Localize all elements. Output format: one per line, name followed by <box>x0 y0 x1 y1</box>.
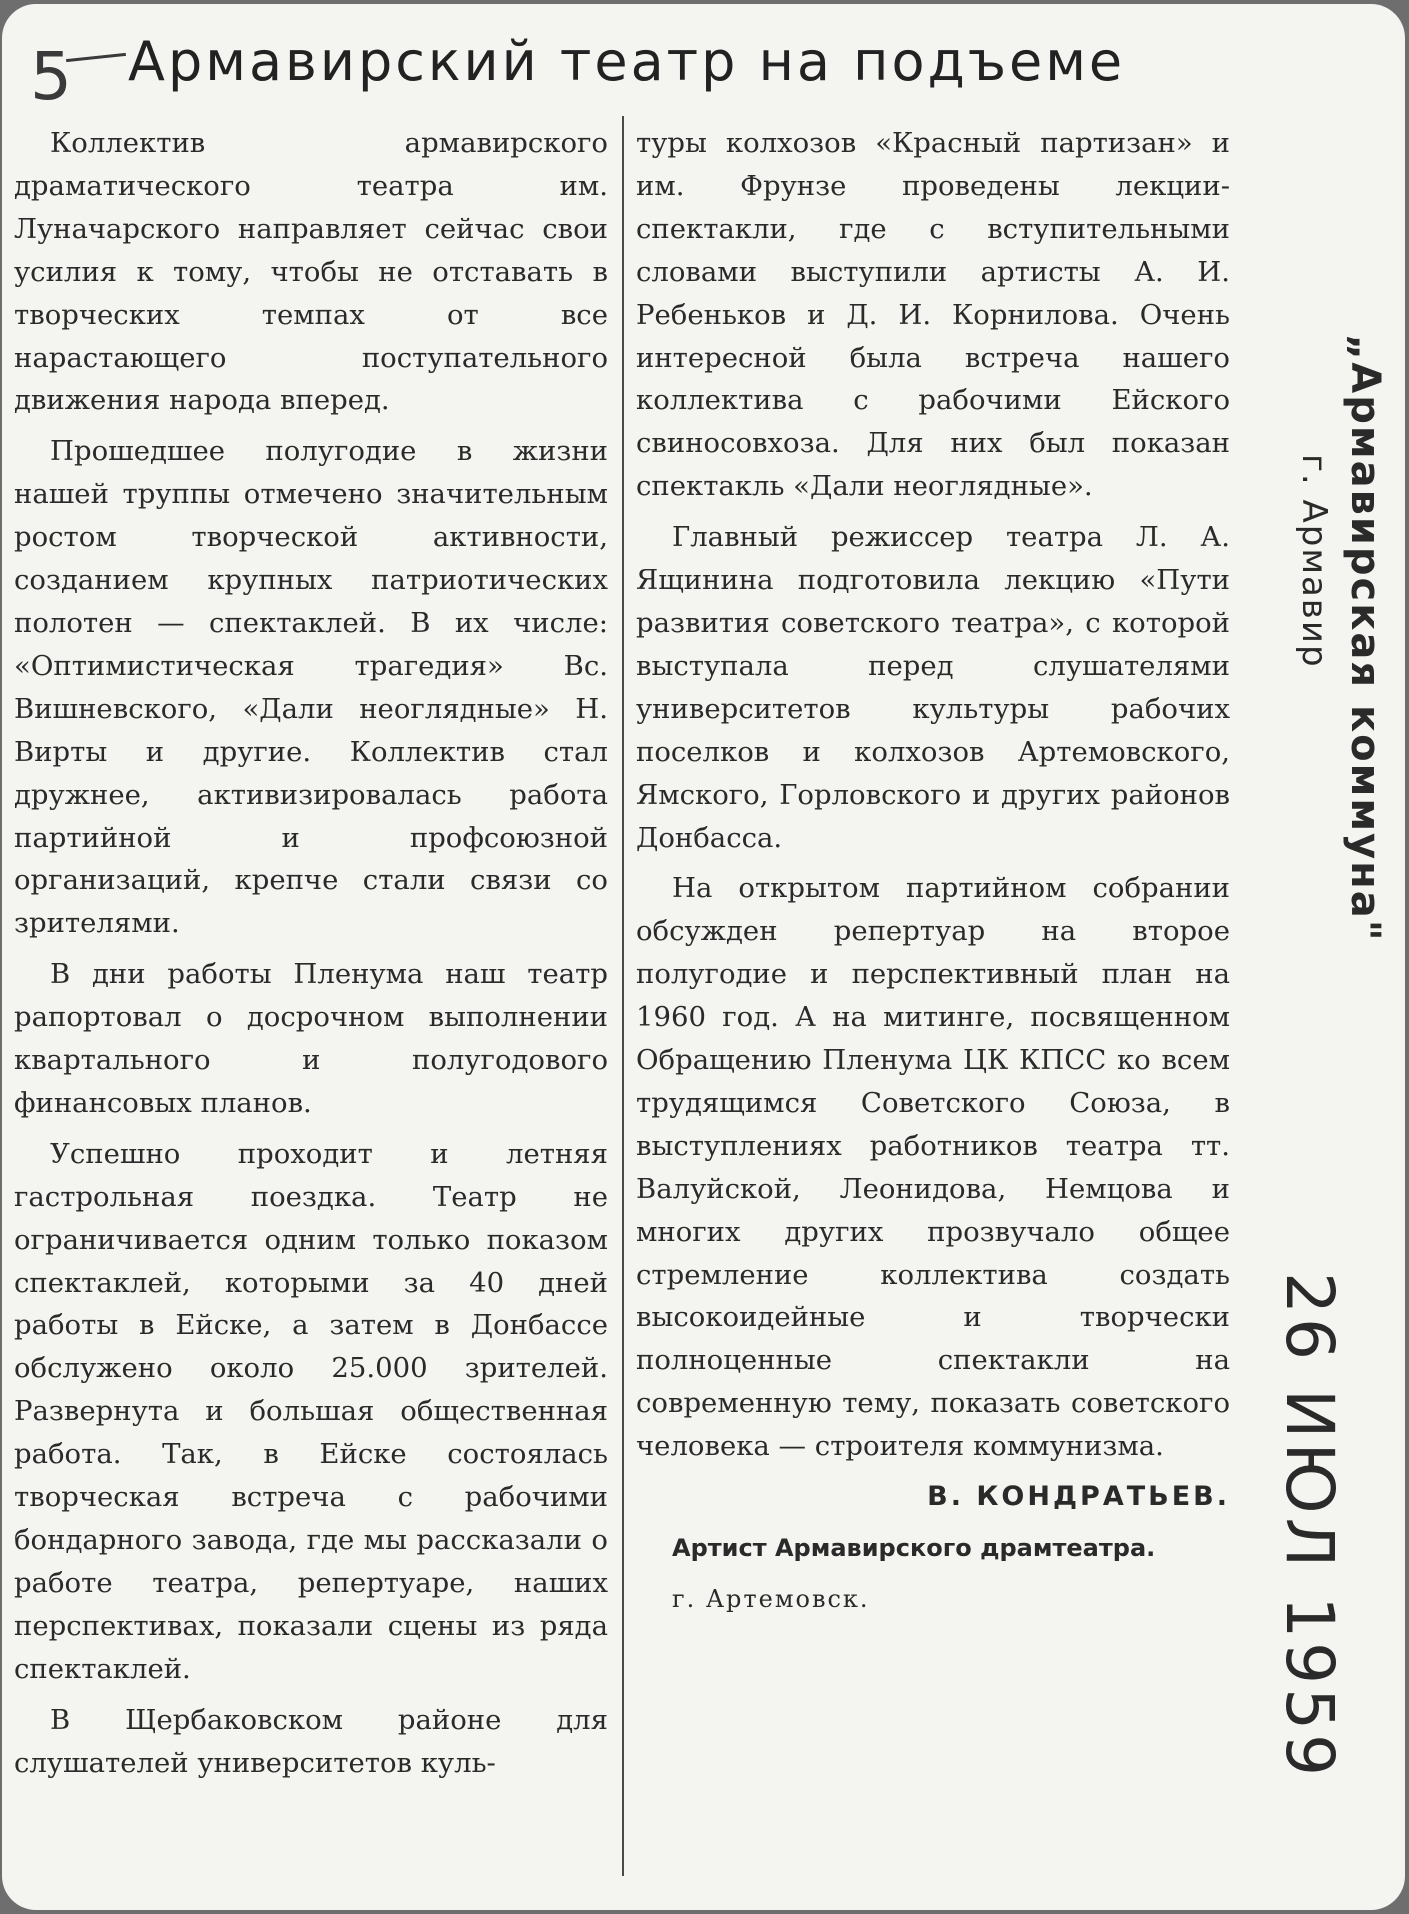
stamp-date: 26 ИЮЛ 1959 <box>1271 1272 1348 1781</box>
article-headline: Армавирский театр на подъеме <box>128 30 1126 93</box>
author-signature: В. КОНДРАТЬЕВ. <box>927 1481 1230 1513</box>
newspaper-clipping <box>2 4 1405 1910</box>
stamp-newspaper-name: „Армавирская коммуна" <box>1342 334 1388 943</box>
left-column <box>14 122 608 1792</box>
stamp-city: г. Армавир <box>1294 454 1334 669</box>
left-paragraph: Прошедшее полугодие в жизни нашей труппы отмечено значительным ростом творческой активности, созданием крупных патриотических полотен — спектаклей. В их числе: «Оптимистическая трагедия» Вс. Вишневского, «Дали неоглядные» Н. Вирты и другие. Коллектив стал дружнее, активизировалась работа партийной и профсоюзной организаций, крепче стали связи со зрителями. <box>14 435 608 940</box>
right-paragraph: На открытом партийном собрании обсужден репертуар на второе полугодие и перспективный план на 1960 год. А на митинге, посвященном Обращению Пленума ЦК КПСС ко всем трудящимся Советского Союза, в выступлениях работников театра тт. Валуйской, Леонидова, Немцова и многих других прозвучало общее стремление коллектива создать высокоидейные и творчески полноценные спектакли на современную тему, показать советского человека — строителя коммунизма. <box>636 872 1230 1463</box>
author-affiliation: Артист Армавирского драмтеатра. <box>672 1534 1156 1562</box>
right-column <box>636 122 1230 1629</box>
pencil-stroke <box>66 53 126 62</box>
left-paragraph: В дни работы Пленума наш театр рапортовал о досрочном выполнении квартального и полугодового финансовых планов. <box>14 958 608 1119</box>
right-paragraph: Главный режиссер театра Л. А. Ящинина подготовила лекцию «Пути развития советского театра», с которой выступала перед слушателями университетов культуры рабочих поселков и колхозов Артемовского, Ямского, Горловского и других районов Донбасса. <box>636 521 1230 854</box>
left-paragraph: В Щербаковском районе для слушателей университетов куль- <box>14 1703 608 1779</box>
left-paragraph: Успешно проходит и летняя гастрольная поездка. Театр не ограничивается одним только показом спектаклей, которыми за 40 дней работы в Ейске, а затем в Донбассе обслужено около 25.000 зрителей. Развернута и большая общественная работа. Так, в Ейске состоялась творческая встреча с рабочими бондарного завода, где мы рассказали о работе театра, репертуаре, наших перспективах, показали сцены из ряда спектаклей. <box>14 1137 608 1685</box>
handwritten-page-number: 5 <box>30 38 72 115</box>
archive-stamp <box>1238 4 1405 1910</box>
author-city: г. Артемовск. <box>672 1584 870 1613</box>
left-paragraph: Коллектив армавирского драматического театра им. Луначарского направляет сейчас свои усилия к тому, чтобы не отставать в творческих темпах от все нарастающего поступательного движения народа вперед. <box>14 127 608 417</box>
column-divider <box>622 116 624 1876</box>
right-paragraph: туры колхозов «Красный партизан» и им. Фрунзе проведены лекции-спектакли, где с вступительными словами выступили артисты А. И. Ребеньков и Д. И. Корнилова. Очень интересной была встреча нашего коллектива с рабочими Ейского свиносовхоза. Для них был показан спектакль «Дали неоглядные». <box>636 127 1230 503</box>
